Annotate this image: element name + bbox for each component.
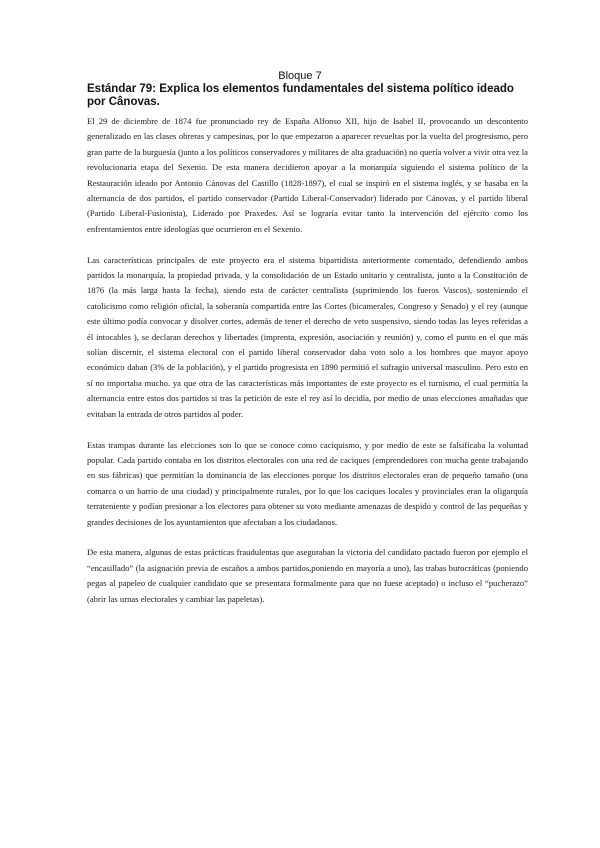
block-header: Bloque 7 [278,70,322,82]
paragraph-fraud-practices: De esta manera, algunas de estas prácticas fraudulentas que aseguraban la victoria del candidato pactado fueron por ejemplo el “encasillado” (la asignación previa de escaños a ambos partidos,poniendo en mayoría a uno), las trabas burocráticas (poniendo pegas al papeleo de cualquier candidato que se presentara formalmente para que no fuese aceptado) o incluso el “pucherazo” (abrir las urnas electorales y cambiar las papeletas). [87,547,528,604]
standard-title: Estándar 79: Explica los elementos fundamentales del sistema político ideado por Cânovas. [87,83,514,108]
paragraph-intro: El 29 de diciembre de 1874 fue pronunciado rey de España Alfonso XII, hijo de Isabel II, provocando un descontento generalizado en las clases obreras y campesinas, por lo que empezaron a aparecer revueltas por la vuelta del progresismo, pero gran parte de la burguesía (junto a los políticos conservadores y militares de alta graduación) no quería volver a vivir otra vez la revolucionaria etapa del Sexenio. De esta manera decidieron apoyar a la monarquía siguiendo el sistema político de la Restauración ideado por Antonio Cánovas del Castillo (1828-1897), el cual se inspiró en el sistema inglés, y se basaba en la alternancia de dos partidos, el partido conservador (Partido Liberal-Conservador) liderado por Cánovas, y el partido liberal (Partido Liberal-Fusionista), Liderado por Praxedes. Así se lograría evitar tanto la intervención del ejército como los enfrentamientos entre ideologías que ocurrieron en el Sexenio. [87,116,528,234]
document-body [87,114,528,622]
paragraph-characteristics: Las características principales de este proyecto era el sistema bipartidista anteriormente comentado, defendiendo ambos partidos la monarquía, la propiedad privada, y la consolidación de un Estado unitario y centralista, junto a la Constitución de 1876 (la más larga hasta la fecha), siendo esta de carácter centralista (suprimiendo los fueros Vascos), sosteniendo el catolicismo como religión oficial, la soberanía compartida entre las Cortes (bicamerales, Congreso y Senado) y el rey (aunque este último podía convocar y disolver cortes, además de tener el derecho de veto suspensivo, siendo todas las leyes referidas a él intocables ), se declaran derechos y libertades (imprenta, expresión, asociación y reunión) y, como el punto en el que más solían discernir, el sistema electoral con el partido liberal conservador daba voto solo a los hombres que mayor apoyo económico daban (3% de la población), y el partido progresista en 1890 permitió el sufragio universal masculino. Pero esto en sí no importaba mucho. ya que otra de las características más importantes de este proyecto es el turnismo, el cual permitía la alternancia entre estos dos partidos si tras la petición de este el rey así lo decidía, por medio de unas elecciones amañadas que evitaban la entrada de otros partidos al poder. [87,254,528,419]
paragraph-caciquismo: Estas trampas durante las elecciones son lo que se conoce como caciquismo, y por medio de este se falsificaba la voluntad popular. Cada partido contaba en los distritos electorales con una red de caciques (emprendedores con mucha gente trabajando en sus fábricas) que permitían la dominancia de las elecciones porque los distritos electorales eran de pequeño tamaño (una comarca o un barrio de una ciudad) y principalmente rurales, por lo que los caciques locales y provinciales eran la oligarquía terrateniente y podían presionar a los electores para obtener su voto mediante amenazas de despido y control de las pequeñas y grandes decisiones de los ayuntamientos que afectaban a los ciudadanos. [87,439,528,527]
